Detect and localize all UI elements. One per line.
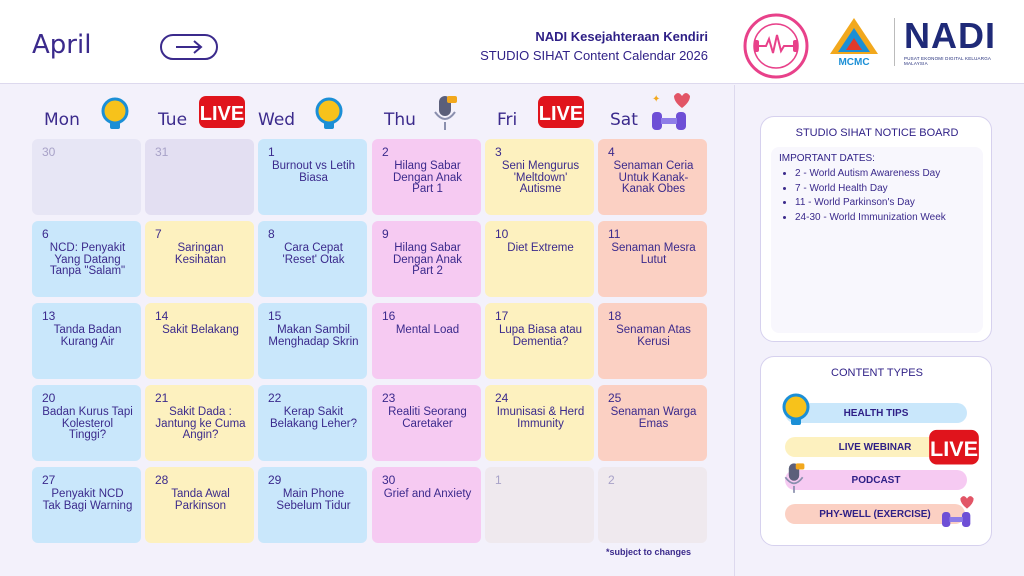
calendar-cell[interactable] (485, 221, 594, 297)
calendar-day-number: 10 (495, 227, 509, 241)
day-header-thu: Thu (384, 110, 416, 130)
calendar-day-number: 2 (382, 145, 389, 159)
calendar-topic: Realiti Seorang Caretaker (388, 406, 467, 430)
day-header-tue: Tue (158, 110, 188, 130)
mcmc-logo (824, 16, 884, 68)
calendar-topic: Makan Sambil Menghadap Skrin (268, 324, 359, 348)
calendar-cell[interactable] (598, 467, 707, 543)
day-header-mon: Mon (44, 110, 80, 130)
calendar-day-number: 2 (608, 473, 615, 487)
calendar-cell[interactable] (32, 139, 141, 215)
calendar-day-number: 16 (382, 309, 396, 323)
live-label: LIVE (930, 435, 978, 461)
day-header-fri: Fri (497, 110, 518, 130)
live-icon (197, 90, 247, 130)
live-icon (536, 90, 586, 130)
calendar-cell[interactable] (372, 139, 481, 215)
calendar-day-number: 24 (495, 391, 509, 405)
live-label: LIVE (199, 103, 245, 125)
legend-live-webinar: LIVE WEBINAR (785, 437, 965, 457)
calendar-day-number: 31 (155, 145, 169, 159)
calendar-topic: Sakit Dada : Jantung ke Cuma Angin? (155, 406, 246, 441)
calendar-day-number: 7 (155, 227, 162, 241)
calendar-day-number: 30 (382, 473, 396, 487)
lightbulb-icon (779, 393, 813, 429)
calendar-topic: Diet Extreme (507, 242, 574, 254)
calendar-topic: Imunisasi & Herd Immunity (496, 406, 585, 430)
calendar-cell[interactable] (258, 221, 367, 297)
calendar-cell[interactable] (145, 221, 254, 297)
calendar-day-number: 28 (155, 473, 169, 487)
calendar-cell[interactable] (258, 139, 367, 215)
important-dates-title: IMPORTANT DATES: (779, 153, 875, 164)
calendar-topic: Seni Mengurus 'Meltdown' Autisme (501, 160, 580, 195)
microphone-icon (781, 461, 807, 497)
calendar-topic: Badan Kurus Tapi Kolesterol Tinggi? (42, 406, 133, 441)
calendar-cell[interactable] (372, 385, 481, 461)
calendar-topic: Saringan Kesihatan (174, 242, 227, 266)
calendar-day-number: 1 (495, 473, 502, 487)
calendar-day-number: 30 (42, 145, 56, 159)
header-title: NADI Kesejahteraan Kendiri (535, 29, 708, 44)
calendar-cell[interactable] (145, 303, 254, 379)
day-header-sat: Sat (610, 110, 638, 130)
important-dates-list (779, 167, 975, 225)
calendar-topic: Grief and Anxiety (383, 488, 472, 500)
calendar-day-number: 4 (608, 145, 615, 159)
calendar-topic: Main Phone Sebelum Tidur (276, 488, 351, 512)
calendar-day-number: 1 (268, 145, 275, 159)
calendar-topic: Kerap Sakit Belakang Leher? (270, 406, 357, 430)
calendar-cell[interactable] (598, 385, 707, 461)
calendar-cell[interactable] (372, 467, 481, 543)
calendar-day-number: 15 (268, 309, 282, 323)
header-subtitle: STUDIO SIHAT Content Calendar 2026 (480, 48, 708, 63)
calendar-cell[interactable] (32, 467, 141, 543)
calendar-cell[interactable] (258, 303, 367, 379)
nadi-tagline: PUSAT EKONOMI DIGITAL KELUARGA MALAYSIA (904, 56, 991, 66)
calendar-day-number: 6 (42, 227, 49, 241)
calendar-topic: Tanda Awal Parkinson (171, 488, 230, 512)
important-date-item: • 2 - World Autism Awareness Day (795, 167, 975, 182)
live-icon (927, 423, 981, 467)
calendar-day-number: 20 (42, 391, 56, 405)
arrow-right-icon (174, 40, 204, 54)
subject-to-changes-note: *subject to changes (606, 547, 692, 557)
calendar-topic: Senaman Mesra Lutut (611, 242, 696, 266)
calendar-day-number: 9 (382, 227, 389, 241)
notice-board (760, 116, 992, 342)
calendar-cell[interactable] (598, 221, 707, 297)
calendar-day-number: 25 (608, 391, 622, 405)
dumbbell-icon (937, 493, 977, 531)
calendar-topic: Burnout vs Letih Biasa (271, 160, 356, 184)
calendar-cell[interactable] (145, 385, 254, 461)
calendar-cell[interactable] (598, 139, 707, 215)
mcmc-text: MCMC (838, 57, 870, 68)
next-month-button[interactable] (160, 34, 218, 60)
calendar-day-number: 13 (42, 309, 56, 323)
content-types-title: CONTENT TYPES (831, 367, 923, 379)
calendar-day-number: 23 (382, 391, 396, 405)
calendar-day-number: 29 (268, 473, 282, 487)
logo-divider (894, 18, 895, 66)
calendar-cell[interactable] (258, 385, 367, 461)
calendar-day-number: 22 (268, 391, 282, 405)
calendar-day-number: 8 (268, 227, 275, 241)
calendar-topic: NCD: Penyakit Yang Datang Tanpa "Salam" (49, 242, 126, 277)
header-bar (0, 0, 1024, 84)
calendar-cell[interactable] (145, 139, 254, 215)
calendar-day-number: 11 (608, 227, 621, 241)
calendar-cell[interactable] (32, 221, 141, 297)
calendar-day-number: 27 (42, 473, 56, 487)
calendar-cell[interactable] (485, 467, 594, 543)
important-date-item: • 24-30 - World Immunization Week (795, 211, 975, 226)
calendar-cell[interactable] (145, 467, 254, 543)
legend-phy-well: PHY-WELL (EXERCISE) (785, 504, 965, 524)
day-header-wed: Wed (258, 110, 296, 130)
studio-sihat-logo (740, 10, 812, 82)
calendar-cell[interactable] (372, 221, 481, 297)
live-label: LIVE (538, 103, 584, 125)
calendar-cell[interactable] (598, 303, 707, 379)
notice-board-content (771, 147, 983, 333)
calendar-day-number: 14 (155, 309, 169, 323)
important-date-item: • 7 - World Health Day (795, 182, 975, 197)
calendar-topic: Penyakit NCD Tak Bagi Warning (42, 488, 133, 512)
calendar-topic: Lupa Biasa atau Dementia? (498, 324, 583, 348)
legend-podcast: PODCAST (785, 470, 967, 490)
microphone-icon (430, 94, 460, 134)
important-date-item: • 11 - World Parkinson's Day (795, 196, 975, 211)
calendar-topic: Sakit Belakang (162, 324, 239, 336)
calendar-topic: Hilang Sabar Dengan Anak Part 2 (392, 242, 463, 277)
content-types-panel (760, 356, 992, 546)
calendar-cell[interactable] (32, 385, 141, 461)
calendar-day-number: 18 (608, 309, 622, 323)
calendar-cell[interactable] (485, 139, 594, 215)
dumbbell-icon (646, 90, 694, 134)
calendar-day-number: 17 (495, 309, 509, 323)
calendar-cell[interactable] (32, 303, 141, 379)
notice-board-title: STUDIO SIHAT NOTICE BOARD (795, 127, 959, 139)
calendar-cell[interactable] (372, 303, 481, 379)
calendar-topic: Senaman Warga Emas (610, 406, 697, 430)
lightbulb-icon (98, 97, 132, 133)
svg-text:✦: ✦ (652, 94, 661, 105)
calendar-topic: Mental Load (395, 324, 460, 336)
calendar-day-number: 21 (155, 391, 169, 405)
calendar-topic: Hilang Sabar Dengan Anak Part 1 (392, 160, 463, 195)
calendar-cell[interactable] (258, 467, 367, 543)
calendar-cell[interactable] (485, 385, 594, 461)
calendar-topic: Cara Cepat 'Reset' Otak (282, 242, 345, 266)
calendar-cell[interactable] (485, 303, 594, 379)
header-text (480, 28, 708, 66)
nadi-logo (904, 15, 996, 66)
legend-health-tips: HEALTH TIPS (785, 403, 967, 423)
calendar-day-number: 3 (495, 145, 502, 159)
nadi-text: NADI (904, 15, 996, 56)
lightbulb-icon (312, 97, 346, 133)
month-title: April (32, 30, 92, 60)
calendar-topic: Tanda Badan Kurang Air (53, 324, 122, 348)
calendar-topic: Senaman Atas Kerusi (616, 324, 691, 348)
calendar-topic: Senaman Ceria Untuk Kanak-Kanak Obes (613, 160, 694, 195)
